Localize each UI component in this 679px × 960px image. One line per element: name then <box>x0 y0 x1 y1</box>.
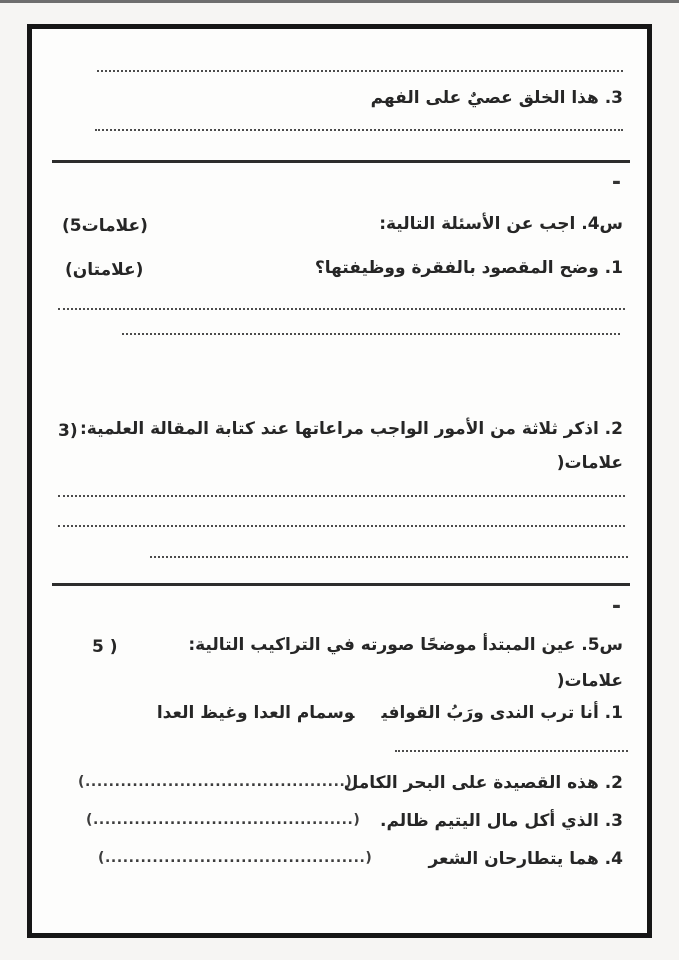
separator-dash: - <box>611 594 621 619</box>
section-rule <box>52 160 630 163</box>
question5-item1-verse <box>157 700 623 726</box>
question5-header-marks-part1: 5 ) <box>92 637 118 657</box>
answer-dotted-line <box>122 333 620 335</box>
answer-dotted-line <box>150 556 628 558</box>
question4-item2-marks-part2: )علامات <box>556 453 623 473</box>
answer-blank-parentheses: (............................................) <box>78 774 353 790</box>
separator-dash: - <box>611 170 621 195</box>
answer-blank-parentheses: (............................................) <box>98 850 373 866</box>
answer-dotted-line <box>58 525 625 527</box>
verse-hemistich-right: 1. أنا ترب الندى ورَبُ القوافي <box>381 703 623 723</box>
question5-item2-text: 2. هذه القصيدة على البحر الكامل <box>343 773 623 793</box>
question5-item4-text: 4. هما يتطارحان الشعر <box>428 849 623 869</box>
exam-page-frame <box>27 24 652 938</box>
answer-dotted-line <box>95 129 623 131</box>
section-rule <box>52 583 630 586</box>
question4-item2-marks-part1: 3) <box>58 421 78 441</box>
answer-blank-parentheses: (............................................) <box>86 812 361 828</box>
question4-item2-text: 2. اذكر ثلاثة من الأمور الواجب مراعاتها عند كتابة المقالة العلمية: <box>79 419 623 439</box>
question5-header-marks-part2: )علامات <box>556 671 623 691</box>
question4-item1-text: 1. وضح المقصود بالفقرة ووظيفتها؟ <box>314 258 623 278</box>
answer-dotted-line <box>58 308 625 310</box>
verse-hemistich-left: وسمام العدا وغيظ العدا <box>156 703 355 723</box>
question5-item3-text: 3. الذي أكل مال اليتيم ظالم. <box>380 811 623 831</box>
question4-header: س4. اجب عن الأسئلة التالية: <box>379 214 623 234</box>
answer-dotted-line <box>58 495 625 497</box>
prev-question-item3-text: 3. هذا الخلق عصيٌ على الفهم <box>370 88 623 108</box>
question4-item1-marks: (علامتان) <box>65 260 144 280</box>
answer-dotted-line <box>395 750 628 752</box>
question4-header-marks: (5علامات) <box>62 216 148 236</box>
answer-dotted-line <box>97 70 623 72</box>
question5-header: س5. عين المبتدأ موضحًا صورته في التراكيب التالية: <box>188 635 623 655</box>
photo-edge-line <box>0 0 679 3</box>
